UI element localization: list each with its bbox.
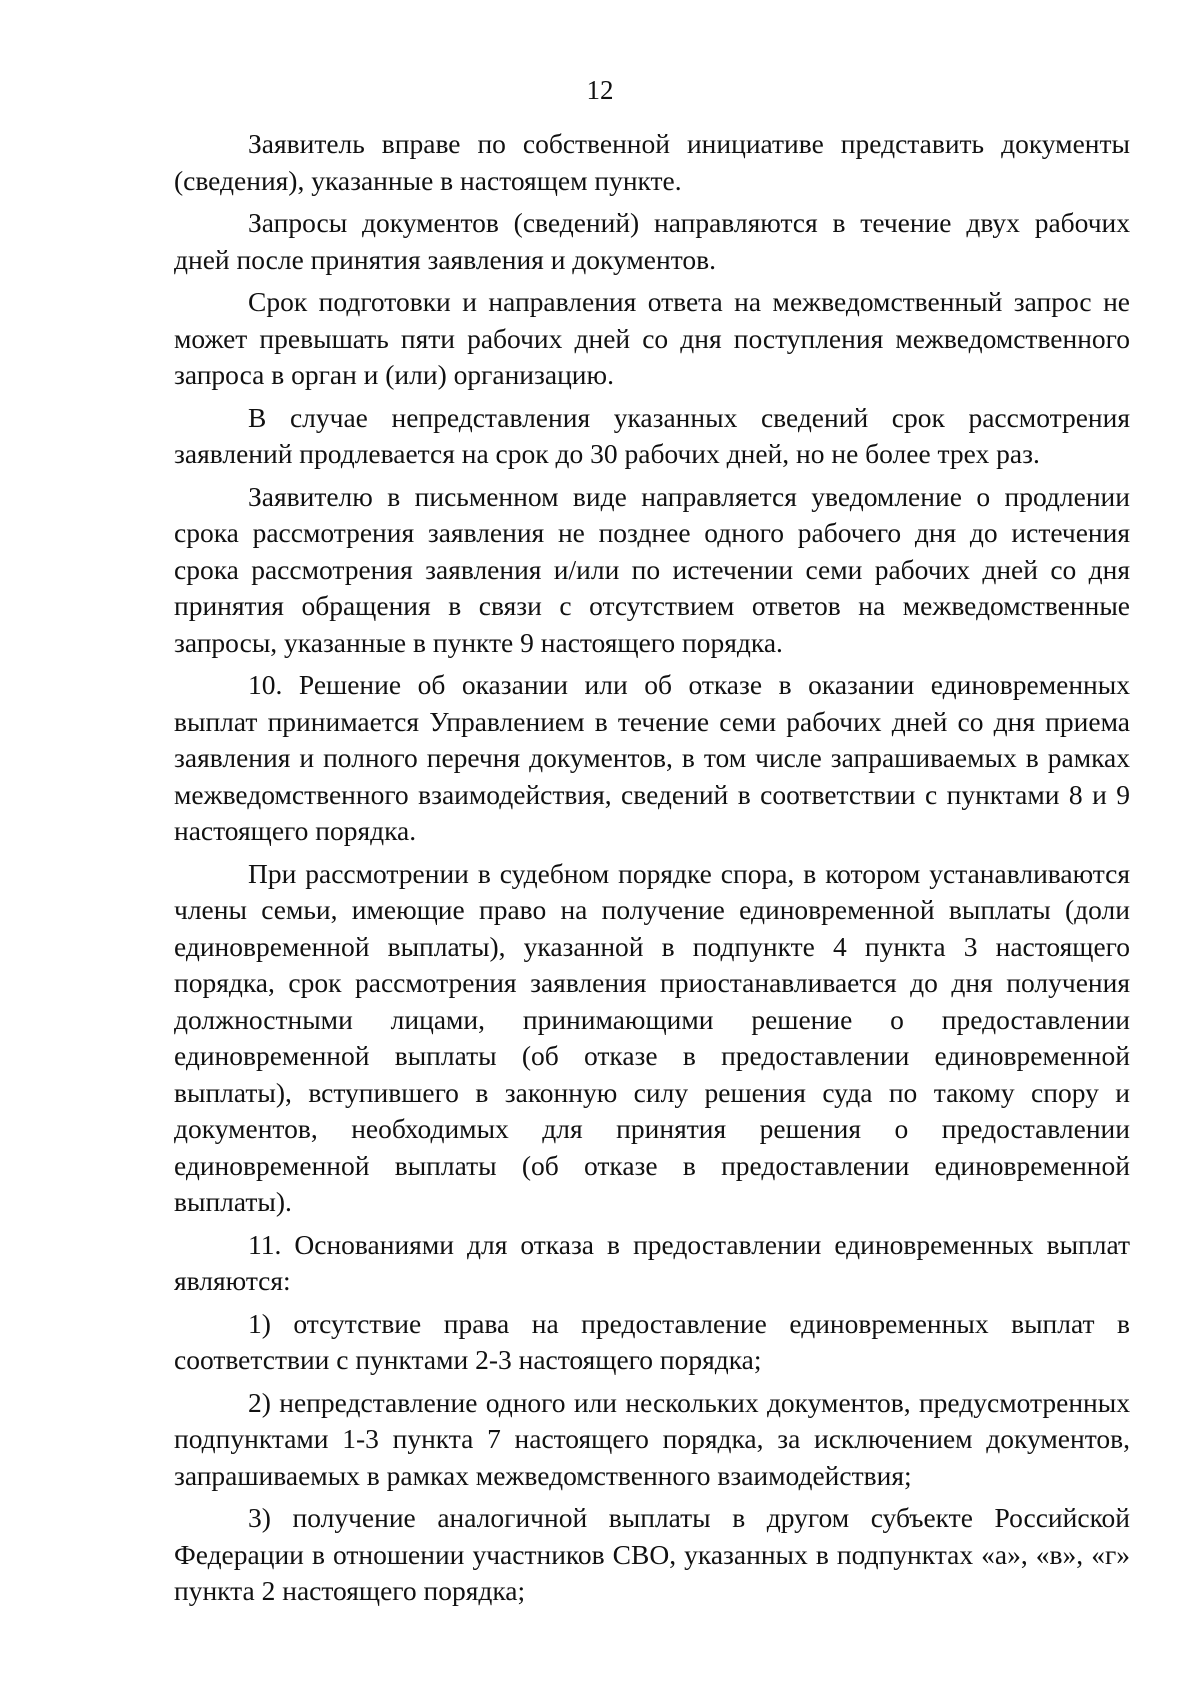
paragraph-subitem-1: 1) отсутствие права на предоставление единовременных выплат в соответствии с пунктами 2-3 настоящего порядка; [174,1307,1130,1375]
paragraph-response-deadline: Срок подготовки и направления ответа на межведомственный запрос не может превышать пяти рабочих дней со дня поступления межведомственного запроса в орган и (или) организацию. [174,286,1130,390]
paragraph-notification: Заявителю в письменном виде направляется уведомление о продлении срока рассмотрения заявления не позднее одного рабочего дня до истечения срока рассмотрения заявления и/или по истечении семи рабочих дней со дня принятия обращения в связи с отсутствием ответов на межведомственные запросы, указанные в пункте 9 настоящего порядка. [174,480,1130,658]
paragraph-requests-timing: Запросы документов (сведений) направляются в течение двух рабочих дней после принятия заявления и документов. [174,207,1130,275]
page-number: 12 [586,75,614,105]
paragraph-subitem-3: 3) получение аналогичной выплаты в другом субъекте Российской Федерации в отношении участников СВО, указанных в подпунктах «а», «в», «г» пункта 2 настоящего порядка; [174,1502,1130,1606]
document-body [174,126,1130,1616]
paragraph-applicant-right: Заявитель вправе по собственной инициативе представить документы (сведения), указанные в настоящем пункте. [174,128,1130,196]
paragraph-extension: В случае непредставления указанных сведений срок рассмотрения заявлений продлевается на срок до 30 рабочих дней, но не более трех раз. [174,401,1130,469]
paragraph-court-dispute: При рассмотрении в судебном порядке спора, в котором устанавливаются члены семьи, имеющие право на получение единовременной выплаты (доли единовременной выплаты), указанной в подпункте 4 пункта 3 настоящего порядка, срок рассмотрения заявления приостанавливается до дня получения должностными лицами, принимающими решение о предоставлении единовременной выплаты (об отказе в предоставлении единовременной выплаты), вступившего в законную силу решения суда по такому спору и документов, необходимых для принятия решения о предоставлении единовременной выплаты (об отказе в предоставлении единовременной выплаты). [174,857,1130,1217]
paragraph-subitem-2: 2) непредставление одного или нескольких документов, предусмотренных подпунктами 1-3 пункта 7 настоящего порядка, за исключением документов, запрашиваемых в рамках межведомственного взаимодействия; [174,1386,1130,1491]
paragraph-item-10: 10. Решение об оказании или об отказе в оказании единовременных выплат принимается Управлением в течение семи рабочих дней со дня приема заявления и полного перечня документов, в том числе запрашиваемых в рамках межведомственного взаимодействия, сведений в соответствии с пунктами 8 и 9 настоящего порядка. [174,669,1130,846]
paragraph-item-11: 11. Основаниями для отказа в предоставлении единовременных выплат являются: [174,1228,1130,1296]
